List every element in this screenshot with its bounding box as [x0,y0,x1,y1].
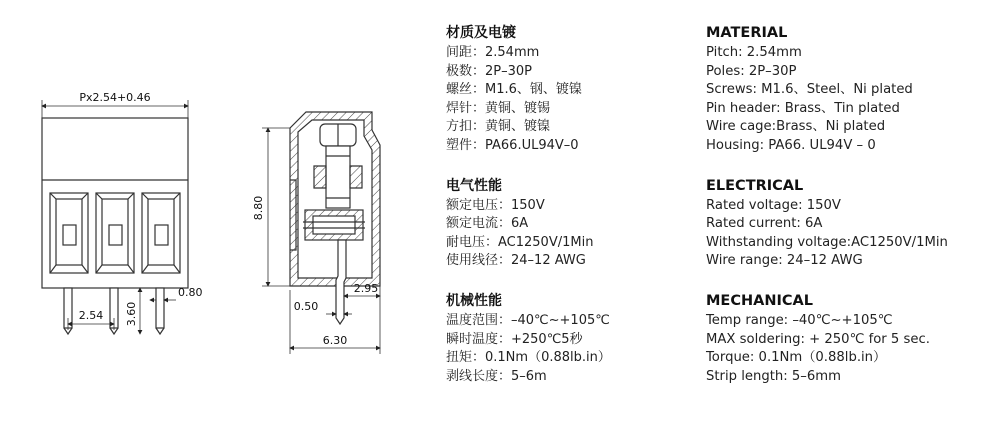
en-material-section [706,22,996,156]
front-body [42,118,188,288]
en-material-line: Housing: PA66. UL94V – 0 [706,137,876,153]
cn-electrical-section [446,175,696,271]
cn-electrical-line: 额定电流：6A [446,216,529,232]
en-mechanical-line: MAX soldering: + 250℃ for 5 sec. [706,331,930,347]
en-electrical-line: Withstanding voltage:AC1250V/1Min [706,234,948,250]
cn-mechanical-line: 温度范围：–40℃~+105℃ [446,312,610,328]
technical-drawing [0,0,440,442]
en-electrical-line: Rated voltage: 150V [706,197,841,213]
side-view [262,112,380,354]
en-material-line: Wire cage:Brass、Ni plated [706,119,886,135]
en-material-line: Pin header: Brass、Tin plated [706,100,900,116]
en-electrical-section [706,175,996,271]
en-mechanical-line: Temp range: –40℃~+105℃ [706,312,893,328]
cn-material-section [446,22,696,156]
spec-column-chinese [446,22,696,386]
front-view [42,100,188,334]
dim-pin-length: 3.60 [125,301,138,327]
cn-electrical-title: 电气性能 [446,177,502,194]
en-material-line: Screws: M1.6、Steel、Ni plated [706,82,913,98]
cn-electrical-line: 额定电压：150V [446,197,545,213]
dim-side-pin-offset: 2.95 [353,282,379,295]
en-mechanical-section [706,290,996,386]
cn-electrical-line: 耐电压：AC1250V/1Min [446,234,594,250]
cn-mechanical-section [446,290,696,386]
dim-side-depth: 6.30 [322,334,348,347]
dim-side-pin-thickness: 0.50 [293,300,319,313]
cn-material-title: 材质及电镀 [446,25,516,41]
en-electrical-line: Rated current: 6A [706,216,823,232]
en-electrical-title: ELECTRICAL [706,177,804,194]
cn-material-line: 方扣：黄铜、镀镍 [446,119,551,135]
cn-material-line: 间距：2.54mm [446,45,540,60]
spec-column-english [706,22,996,386]
cn-material-line: 螺丝：M1.6、钢、镀镍 [446,82,582,98]
cn-material-line: 塑件：PA66.UL94V–0 [446,137,579,153]
cn-mechanical-line: 扭矩：0.1Nm（0.88lb.in） [446,350,611,366]
cn-mechanical-line: 剥线长度：5–6m [446,368,547,384]
en-material-line: Pitch: 2.54mm [706,45,802,60]
cn-material-line: 焊针：黄铜、镀锡 [446,100,551,116]
en-mechanical-line: Strip length: 5–6mm [706,368,841,384]
cn-mechanical-line: 瞬时温度：+250℃5秒 [446,331,583,347]
dim-pin-width: 0.80 [178,286,203,299]
cn-material-line: 极数：2P–30P [446,63,532,79]
en-material-title: MATERIAL [706,25,788,41]
en-mechanical-title: MECHANICAL [706,292,813,309]
en-material-line: Poles: 2P–30P [706,63,797,79]
side-pin [336,240,346,324]
dim-pin-pitch: 2.54 [78,309,104,322]
en-electrical-line: Wire range: 24–12 AWG [706,253,863,269]
cn-electrical-line: 使用线径：24–12 AWG [446,253,586,269]
en-mechanical-line: Torque: 0.1Nm（0.88lb.in） [706,350,887,366]
dim-pitch-top: Px2.54+0.46 [79,91,151,104]
cn-mechanical-title: 机械性能 [446,292,502,309]
dim-height: 8.80 [252,195,265,221]
